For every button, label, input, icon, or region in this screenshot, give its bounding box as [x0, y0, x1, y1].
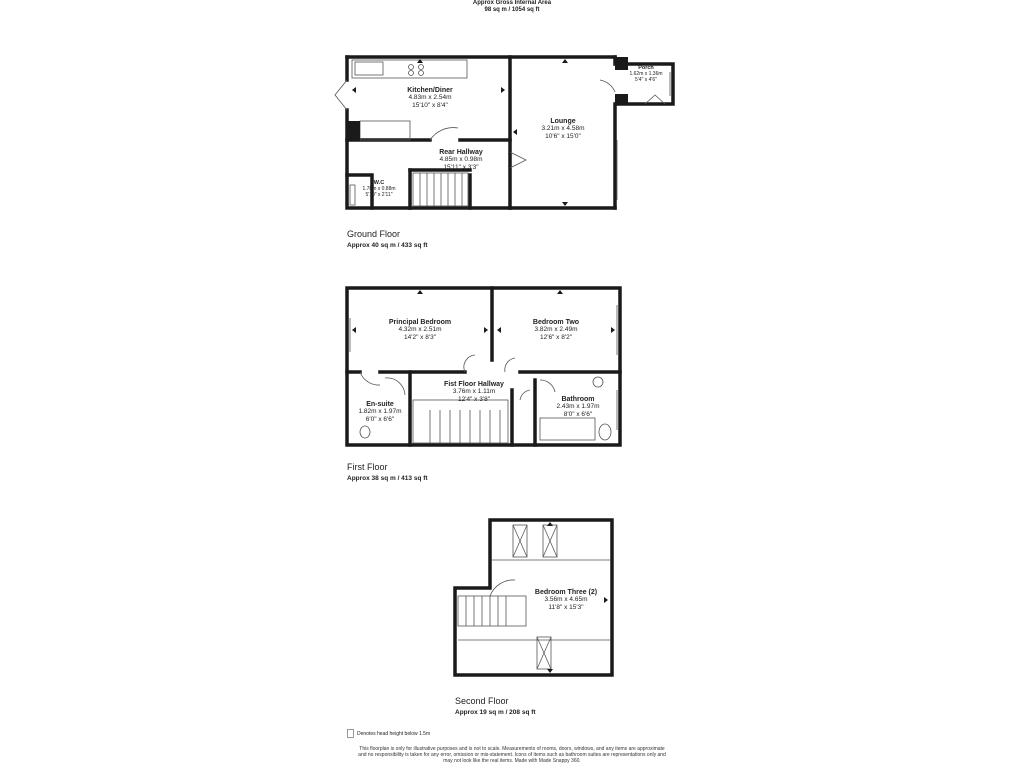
room-first-floor-hallway: Fist Floor Hallway 3.76m x 1.11m 12'4" x 3'8" [444, 381, 504, 403]
ground-floor-walls [347, 57, 673, 208]
room-porch: Porch 1.62m x 1.36m 5'4" x 4'6" [629, 65, 663, 83]
ground-floor-area: Approx 40 sq m / 433 sq ft [347, 242, 428, 249]
room-principal-bedroom: Principal Bedroom 4.32m x 2.51m 14'2" x 8'3" [388, 319, 452, 341]
room-bedroom-two: Bedroom Two 3.82m x 2.49m 12'6" x 8'2" [532, 319, 580, 341]
head-height-legend-swatch [347, 729, 354, 738]
disclaimer-line-1: This floorplan is only for illustrative purposes and is not to scale. Measurements of rooms, doors, windows, and any items are approximate [359, 746, 665, 752]
second-floor-title: Second Floor [455, 696, 509, 706]
disclaimer-line-2: and no responsibility is taken for any error, omission or mis-statement. Icons of items such as bathroom suites are representations only and [358, 752, 666, 758]
first-floor-title: First Floor [347, 462, 388, 472]
ground-floor-title: Ground Floor [347, 229, 401, 239]
first-floor-area: Approx 38 sq m / 413 sq ft [347, 475, 428, 482]
room-lounge: Lounge 3.21m x 4.58m 10'6" x 15'0" [541, 118, 585, 140]
disclaimer-line-3: may not look like the real items. Made with Made Snappy 360. [443, 758, 581, 764]
room-rear-hallway: Rear Hallway 4.85m x 0.98m 15'11" x 3'3" [439, 149, 483, 171]
head-height-legend-text: Denotes head height below 1.5m [357, 731, 431, 737]
gross-area-value: 98 sq m / 1054 sq ft [484, 7, 540, 13]
gross-area-title: Approx Gross Internal Area [472, 0, 552, 6]
room-en-suite: En-suite 1.82m x 1.97m 6'0" x 6'6" [358, 401, 402, 423]
room-kitchen-diner: Kitchen/Diner 4.83m x 2.54m 15'10" x 8'4" [407, 87, 453, 109]
room-bathroom: Bathroom 2.43m x 1.97m 8'0" x 6'6" [556, 396, 600, 418]
room-bedroom-three: Bedroom Three (2) 3.56m x 4.65m 11'8" x 15'3" [534, 589, 598, 611]
second-floor-area: Approx 19 sq m / 208 sq ft [455, 709, 536, 716]
room-wc: W.C 1.78m x 0.88m 5'10" x 2'11" [362, 180, 396, 198]
